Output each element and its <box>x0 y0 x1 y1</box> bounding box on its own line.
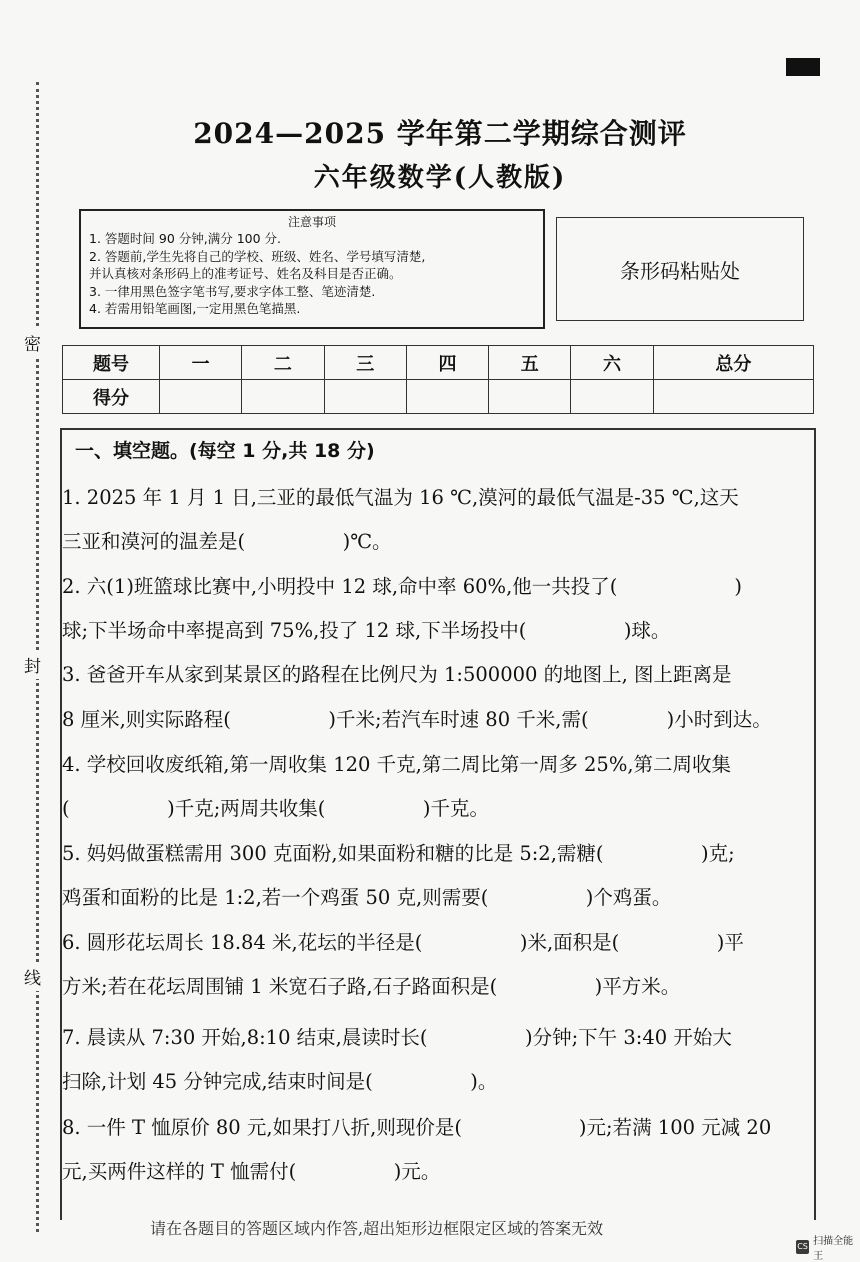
question-line: 三亚和漠河的温差是( )℃。 <box>62 530 392 553</box>
score-row-label: 得分 <box>63 380 160 414</box>
barcode-label: 条形码粘贴处 <box>620 258 740 283</box>
scanner-name: 扫描全能王 <box>813 1236 854 1262</box>
notes-title: 注意事项 <box>287 215 336 229</box>
question-line: 8. 一件 T 恤原价 80 元,如果打八折,则现价是( )元;若满 100 元减 20 <box>62 1116 772 1139</box>
binding-char-xian: 线 <box>24 962 41 991</box>
notes-box <box>79 209 545 329</box>
notes-line: 4. 若需用铅笔画图,一定用黑色笔描黑. <box>89 301 301 316</box>
score-cell[interactable] <box>324 380 406 414</box>
question-line: 鸡蛋和面粉的比是 1:2,若一个鸡蛋 50 克,则需要( )个鸡蛋。 <box>62 886 672 909</box>
question-line: 7. 晨读从 7:30 开始,8:10 结束,晨读时长( )分钟;下午 3:40 开始大 <box>62 1026 732 1049</box>
binding-char-feng: 封 <box>24 650 41 679</box>
question-line: ( )千克;两周共收集( )千克。 <box>62 797 490 820</box>
corner-mark <box>786 58 820 76</box>
score-col-3: 三 <box>324 346 406 380</box>
score-header-label: 题号 <box>63 346 160 380</box>
barcode-area <box>556 217 804 321</box>
score-table-score-row <box>63 380 814 414</box>
notes-line: 3. 一律用黑色签字笔书写,要求字体工整、笔迹清楚. <box>89 283 376 299</box>
score-col-4: 四 <box>406 346 488 380</box>
question-line: 扫除,计划 45 分钟完成,结束时间是( )。 <box>62 1070 498 1093</box>
score-col-6: 六 <box>571 346 653 380</box>
score-col-total: 总分 <box>653 346 813 380</box>
score-cell[interactable] <box>571 380 653 414</box>
question-line: 6. 圆形花坛周长 18.84 米,花坛的半径是( )米,面积是( )平 <box>62 931 744 954</box>
score-cell[interactable] <box>242 380 324 414</box>
page-subtitle: 六年级数学(人教版) <box>313 163 567 193</box>
question-line: 5. 妈妈做蛋糕需用 300 克面粉,如果面粉和糖的比是 5:2,需糖( )克; <box>62 842 735 865</box>
question-line: 8 厘米,则实际路程( )千米;若汽车时速 80 千米,需( )小时到达。 <box>62 708 772 731</box>
page-title: 2024—2025 学年第二学期综合测评 <box>193 117 687 150</box>
question-line: 2. 六(1)班篮球比赛中,小明投中 12 球,命中率 60%,他一共投了( ) <box>62 575 742 598</box>
score-table-header-row <box>63 346 814 380</box>
score-cell[interactable] <box>160 380 242 414</box>
score-col-1: 一 <box>160 346 242 380</box>
scanner-watermark <box>796 1232 860 1262</box>
question-line: 球;下半场命中率提高到 75%,投了 12 球,下半场投中( )球。 <box>62 619 671 642</box>
score-cell[interactable] <box>489 380 571 414</box>
score-table <box>62 345 814 414</box>
score-col-5: 五 <box>489 346 571 380</box>
question-line: 1. 2025 年 1 月 1 日,三亚的最低气温为 16 ℃,漠河的最低气温是-35 ℃,这天 <box>62 486 739 509</box>
score-col-2: 二 <box>242 346 324 380</box>
notes-line: 并认真核对条形码上的准考证号、姓名及科目是否正确。 <box>89 266 402 281</box>
notes-line: 2. 答题前,学生先将自己的学校、班级、姓名、学号填写清楚, <box>89 248 426 264</box>
section-heading: 一、填空题。(每空 1 分,共 18 分) <box>75 440 375 462</box>
score-cell[interactable] <box>406 380 488 414</box>
footer-cutoff-text: 请在各题目的答题区域内作答,超出矩形边框限定区域的答案无效 <box>150 1219 604 1238</box>
question-line: 3. 爸爸开车从家到某景区的路程在比例尺为 1:500000 的地图上, 图上距离是 <box>62 663 732 686</box>
score-cell[interactable] <box>653 380 813 414</box>
binding-char-mi: 密 <box>24 328 41 357</box>
scanner-logo: CS <box>796 1240 809 1254</box>
notes-line: 1. 答题时间 90 分钟,满分 100 分. <box>89 231 282 246</box>
question-line: 方米;若在花坛周围铺 1 米宽石子路,石子路面积是( )平方米。 <box>62 975 681 998</box>
question-line: 元,买两件这样的 T 恤需付( )元。 <box>62 1160 441 1183</box>
question-line: 4. 学校回收废纸箱,第一周收集 120 千克,第二周比第一周多 25%,第二周收集 <box>62 753 732 776</box>
